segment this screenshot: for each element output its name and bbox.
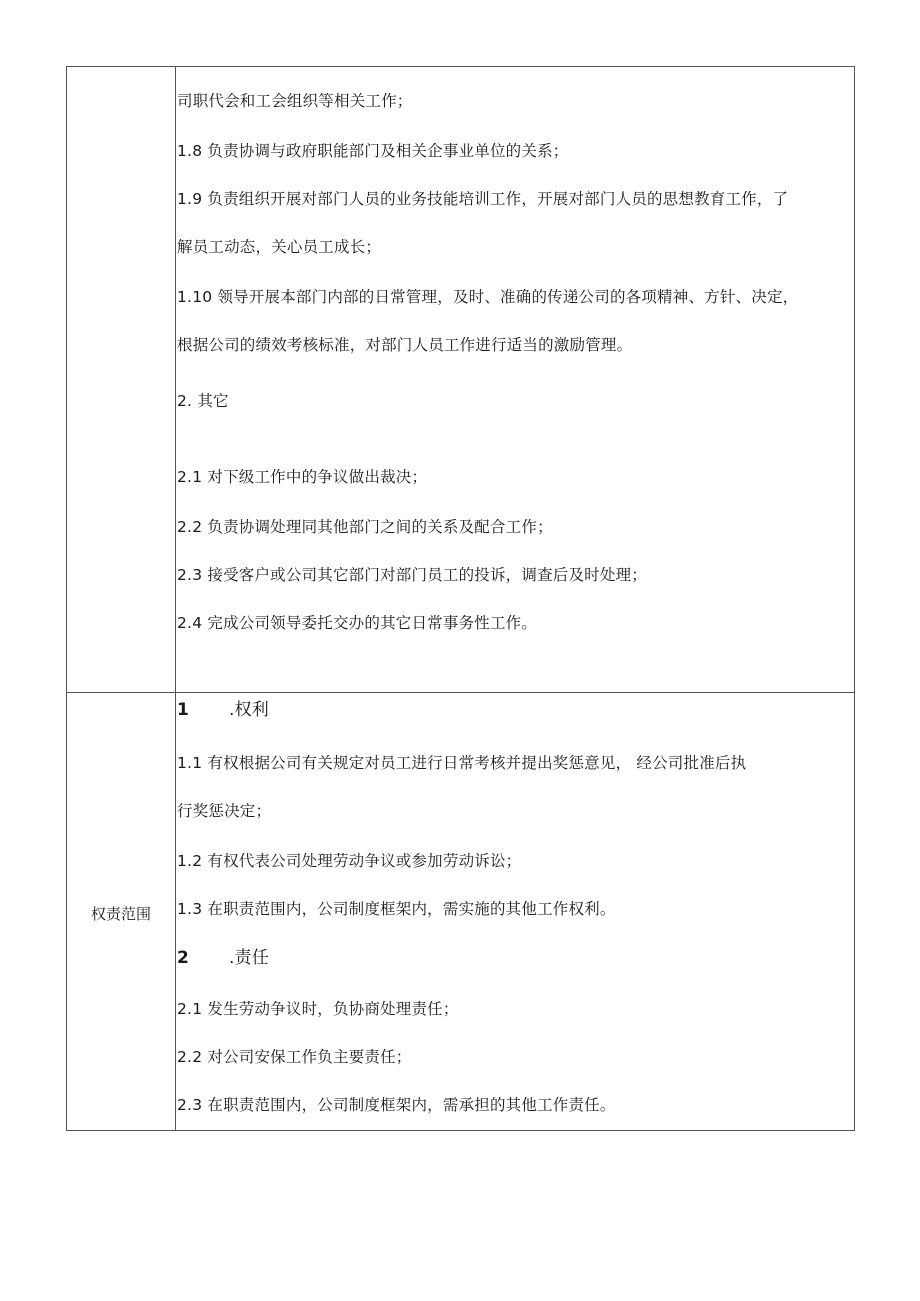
row-label-cell — [67, 693, 176, 1130]
heading-number: 1 — [177, 700, 190, 720]
text-line: 2.2 对公司安保工作负主要责任； — [177, 1048, 412, 1066]
text-line: 2.1 发生劳动争议时，负协商处理责任； — [177, 1000, 459, 1018]
text-line: 根据公司的绩效考核标准，对部门人员工作进行适当的激励管理。 — [177, 336, 633, 354]
row-label: 权责范围 — [90, 905, 151, 923]
text-line: 解员工动态，关心员工成长； — [177, 238, 382, 256]
row-label-cell — [67, 67, 176, 692]
table-row-authority — [67, 693, 854, 1130]
text-line: 2.2 负责协调处理同其他部门之间的关系及配合工作； — [177, 518, 553, 536]
text-line: 2.1 对下级工作中的争议做出裁决； — [177, 468, 428, 486]
text-line: 1.9 负责组织开展对部门人员的业务技能培训工作，开展对部门人员的思想教育工作，了 — [177, 190, 789, 208]
heading-number: 2 — [177, 948, 190, 968]
table-row-duties — [67, 67, 854, 693]
text-line: 2.4 完成公司领导委托交办的其它日常事务性工作。 — [177, 614, 538, 632]
text-line: 1.1 有权根据公司有关规定对员工进行日常考核并提出奖惩意见， 经公司批准后执 — [177, 754, 747, 772]
text-line: 2.3 接受客户或公司其它部门对部门员工的投诉，调查后及时处理； — [177, 566, 647, 584]
text-line: 1.10 领导开展本部门内部的日常管理，及时、准确的传递公司的各项精神、方针、决定， — [177, 288, 799, 306]
section-heading-rights — [177, 695, 269, 720]
section-heading: 2. 其它 — [177, 392, 229, 410]
responsibility-table — [66, 66, 855, 1131]
heading-text: .责任 — [229, 948, 270, 968]
text-line: 司职代会和工会组织等相关工作； — [177, 92, 413, 110]
heading-text: .权利 — [229, 700, 270, 720]
section-heading-duties — [177, 943, 269, 968]
text-line: 1.8 负责协调与政府职能部门及相关企事业单位的关系； — [177, 142, 569, 160]
text-line: 行奖惩决定； — [177, 802, 272, 820]
text-line: 2.3 在职责范围内，公司制度框架内，需承担的其他工作责任。 — [177, 1096, 616, 1114]
text-line: 1.2 有权代表公司处理劳动争议或参加劳动诉讼； — [177, 852, 522, 870]
text-line: 1.3 在职责范围内，公司制度框架内，需实施的其他工作权利。 — [177, 900, 616, 918]
